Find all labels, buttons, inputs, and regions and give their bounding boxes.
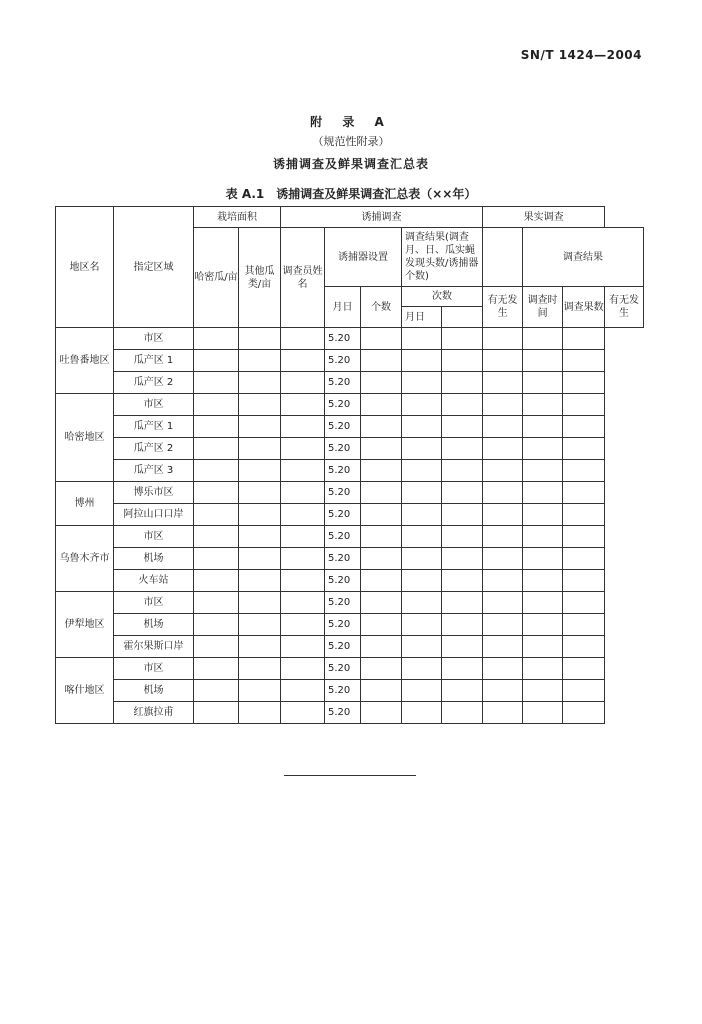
header-occurred: 有无发生	[483, 287, 523, 328]
empty-cell	[442, 636, 483, 658]
table-row	[56, 658, 644, 680]
empty-cell	[563, 680, 605, 702]
empty-cell	[563, 438, 605, 460]
empty-cell	[483, 372, 523, 394]
empty-cell	[361, 614, 402, 636]
empty-cell	[194, 680, 239, 702]
empty-cell	[281, 548, 325, 570]
empty-cell	[442, 504, 483, 526]
empty-cell	[361, 460, 402, 482]
empty-cell	[563, 614, 605, 636]
empty-cell	[402, 372, 442, 394]
header-fruit-count: 调查果数	[563, 287, 605, 328]
header-month-day-sub: 月日	[402, 307, 442, 328]
empty-cell	[402, 460, 442, 482]
zone-cell: 瓜产区 1	[114, 350, 194, 372]
empty-cell	[563, 504, 605, 526]
empty-cell	[402, 570, 442, 592]
empty-cell	[483, 438, 523, 460]
empty-cell	[442, 680, 483, 702]
empty-cell	[402, 592, 442, 614]
zone-cell: 博乐市区	[114, 482, 194, 504]
table-body	[56, 207, 644, 724]
empty-cell	[361, 438, 402, 460]
empty-cell	[402, 350, 442, 372]
empty-cell	[361, 372, 402, 394]
header-hami: 哈密瓜/亩	[194, 228, 239, 328]
empty-cell	[563, 548, 605, 570]
header-trap-setup: 诱捕器设置	[325, 228, 402, 287]
empty-cell	[361, 416, 402, 438]
empty-cell	[361, 636, 402, 658]
empty-cell	[194, 504, 239, 526]
empty-cell	[281, 702, 325, 724]
header-zone: 指定区域	[114, 207, 194, 328]
header-times-blank	[442, 307, 483, 328]
empty-cell	[194, 702, 239, 724]
empty-cell	[239, 328, 281, 350]
empty-cell	[563, 460, 605, 482]
header-count: 个数	[361, 287, 402, 328]
header-other: 其他瓜类/亩	[239, 228, 281, 328]
empty-cell	[281, 526, 325, 548]
table-row	[56, 438, 644, 460]
empty-cell	[523, 548, 563, 570]
empty-cell	[281, 570, 325, 592]
empty-cell	[442, 548, 483, 570]
empty-cell	[483, 350, 523, 372]
date-cell: 5.20	[325, 328, 361, 350]
empty-cell	[523, 372, 563, 394]
empty-cell	[563, 372, 605, 394]
region-cell: 博州	[56, 482, 114, 526]
date-cell: 5.20	[325, 636, 361, 658]
empty-cell	[194, 548, 239, 570]
empty-cell	[194, 636, 239, 658]
appendix-title: 附 录 A	[310, 115, 392, 129]
empty-cell	[563, 570, 605, 592]
table-row	[56, 372, 644, 394]
empty-cell	[239, 548, 281, 570]
empty-cell	[442, 592, 483, 614]
zone-cell: 市区	[114, 394, 194, 416]
header-trap-result: 调查结果(调查月、日、瓜实蝇发现头数/诱捕器个数)	[402, 228, 483, 287]
table-row	[56, 504, 644, 526]
date-cell: 5.20	[325, 350, 361, 372]
standard-number: SN/T 1424—2004	[520, 48, 642, 62]
appendix-heading: 诱捕调查及鲜果调查汇总表	[272, 157, 429, 171]
appendix-subtitle: （规范性附录）	[312, 135, 390, 148]
empty-cell	[563, 592, 605, 614]
header-row-1	[56, 207, 644, 228]
empty-cell	[442, 372, 483, 394]
empty-cell	[281, 438, 325, 460]
empty-cell	[361, 658, 402, 680]
date-cell: 5.20	[325, 592, 361, 614]
empty-cell	[483, 702, 523, 724]
empty-cell	[402, 680, 442, 702]
empty-cell	[194, 372, 239, 394]
empty-cell	[194, 328, 239, 350]
empty-cell	[281, 636, 325, 658]
zone-cell: 火车站	[114, 570, 194, 592]
empty-cell	[361, 394, 402, 416]
table-row	[56, 614, 644, 636]
empty-cell	[281, 350, 325, 372]
empty-cell	[194, 350, 239, 372]
empty-cell	[239, 416, 281, 438]
empty-cell	[523, 614, 563, 636]
empty-cell	[563, 636, 605, 658]
empty-cell	[483, 636, 523, 658]
end-rule	[284, 775, 416, 776]
table-row	[56, 636, 644, 658]
date-cell: 5.20	[325, 614, 361, 636]
empty-cell	[563, 526, 605, 548]
empty-cell	[563, 482, 605, 504]
empty-cell	[239, 526, 281, 548]
empty-cell	[442, 328, 483, 350]
empty-cell	[281, 614, 325, 636]
summary-table	[55, 206, 644, 724]
empty-cell	[442, 658, 483, 680]
empty-cell	[402, 438, 442, 460]
date-cell: 5.20	[325, 548, 361, 570]
zone-cell: 机场	[114, 614, 194, 636]
table-row	[56, 482, 644, 504]
date-cell: 5.20	[325, 416, 361, 438]
empty-cell	[442, 482, 483, 504]
empty-cell	[361, 702, 402, 724]
empty-cell	[483, 416, 523, 438]
empty-cell	[361, 570, 402, 592]
empty-cell	[442, 460, 483, 482]
zone-cell: 市区	[114, 526, 194, 548]
empty-cell	[239, 460, 281, 482]
region-cell: 哈密地区	[56, 394, 114, 482]
empty-cell	[194, 526, 239, 548]
empty-cell	[402, 416, 442, 438]
empty-cell	[239, 350, 281, 372]
empty-cell	[194, 460, 239, 482]
table-row	[56, 680, 644, 702]
table-row	[56, 394, 644, 416]
date-cell: 5.20	[325, 526, 361, 548]
empty-cell	[239, 482, 281, 504]
header-fruit-result: 调查结果	[523, 228, 644, 287]
zone-cell: 瓜产区 2	[114, 438, 194, 460]
empty-cell	[281, 460, 325, 482]
empty-cell	[523, 482, 563, 504]
empty-cell	[483, 394, 523, 416]
empty-cell	[239, 614, 281, 636]
empty-cell	[523, 526, 563, 548]
empty-cell	[402, 394, 442, 416]
region-cell: 乌鲁木齐市	[56, 526, 114, 592]
empty-cell	[281, 394, 325, 416]
empty-cell	[281, 592, 325, 614]
empty-cell	[281, 482, 325, 504]
zone-cell: 市区	[114, 328, 194, 350]
empty-cell	[281, 372, 325, 394]
empty-cell	[239, 658, 281, 680]
zone-cell: 机场	[114, 548, 194, 570]
date-cell: 5.20	[325, 394, 361, 416]
empty-cell	[523, 438, 563, 460]
empty-cell	[523, 592, 563, 614]
empty-cell	[402, 548, 442, 570]
empty-cell	[523, 658, 563, 680]
empty-cell	[402, 658, 442, 680]
empty-cell	[194, 658, 239, 680]
empty-cell	[442, 614, 483, 636]
empty-cell	[523, 702, 563, 724]
empty-cell	[563, 328, 605, 350]
empty-cell	[523, 636, 563, 658]
zone-cell: 瓜产区 3	[114, 460, 194, 482]
empty-cell	[361, 504, 402, 526]
zone-cell: 机场	[114, 680, 194, 702]
date-cell: 5.20	[325, 680, 361, 702]
zone-cell: 瓜产区 1	[114, 416, 194, 438]
empty-cell	[523, 416, 563, 438]
empty-cell	[239, 394, 281, 416]
empty-cell	[361, 350, 402, 372]
empty-cell	[483, 658, 523, 680]
empty-cell	[563, 658, 605, 680]
table-row	[56, 592, 644, 614]
empty-cell	[563, 394, 605, 416]
empty-cell	[483, 614, 523, 636]
empty-cell	[194, 570, 239, 592]
empty-cell	[442, 416, 483, 438]
empty-cell	[442, 350, 483, 372]
region-cell: 喀什地区	[56, 658, 114, 724]
date-cell: 5.20	[325, 460, 361, 482]
empty-cell	[442, 526, 483, 548]
empty-cell	[523, 328, 563, 350]
header-investigator: 调查员姓名	[281, 228, 325, 328]
empty-cell	[239, 570, 281, 592]
table-row	[56, 526, 644, 548]
empty-cell	[523, 570, 563, 592]
header-area: 栽培面积	[194, 207, 281, 228]
empty-cell	[442, 570, 483, 592]
zone-cell: 霍尔果斯口岸	[114, 636, 194, 658]
table-row	[56, 416, 644, 438]
empty-cell	[361, 328, 402, 350]
empty-cell	[483, 680, 523, 702]
empty-cell	[483, 592, 523, 614]
empty-cell	[194, 482, 239, 504]
table-row	[56, 702, 644, 724]
empty-cell	[281, 504, 325, 526]
empty-cell	[523, 680, 563, 702]
zone-cell: 红旗拉甫	[114, 702, 194, 724]
empty-cell	[483, 526, 523, 548]
header-survey-time: 调查时间	[523, 287, 563, 328]
header-times: 次数	[402, 287, 483, 307]
empty-cell	[523, 350, 563, 372]
empty-cell	[442, 438, 483, 460]
region-cell: 伊犁地区	[56, 592, 114, 658]
empty-cell	[523, 394, 563, 416]
empty-cell	[239, 372, 281, 394]
date-cell: 5.20	[325, 658, 361, 680]
empty-cell	[563, 416, 605, 438]
empty-cell	[483, 328, 523, 350]
date-cell: 5.20	[325, 504, 361, 526]
empty-cell	[563, 350, 605, 372]
empty-cell	[281, 416, 325, 438]
table-row	[56, 570, 644, 592]
zone-cell: 阿拉山口口岸	[114, 504, 194, 526]
empty-cell	[402, 702, 442, 724]
empty-cell	[194, 592, 239, 614]
empty-cell	[194, 438, 239, 460]
empty-cell	[361, 548, 402, 570]
header-fruit-occurred: 有无发生	[605, 287, 644, 328]
empty-cell	[442, 702, 483, 724]
date-cell: 5.20	[325, 482, 361, 504]
date-cell: 5.20	[325, 702, 361, 724]
zone-cell: 瓜产区 2	[114, 372, 194, 394]
table-row	[56, 460, 644, 482]
empty-cell	[281, 328, 325, 350]
empty-cell	[523, 460, 563, 482]
empty-cell	[239, 636, 281, 658]
empty-cell	[483, 504, 523, 526]
empty-cell	[361, 680, 402, 702]
empty-cell	[402, 328, 442, 350]
zone-cell: 市区	[114, 658, 194, 680]
empty-cell	[361, 482, 402, 504]
empty-cell	[483, 548, 523, 570]
header-fruit-survey: 果实调查	[483, 207, 605, 228]
table-row	[56, 548, 644, 570]
empty-cell	[194, 614, 239, 636]
empty-cell	[483, 570, 523, 592]
date-cell: 5.20	[325, 570, 361, 592]
empty-cell	[239, 504, 281, 526]
empty-cell	[281, 658, 325, 680]
empty-cell	[402, 482, 442, 504]
date-cell: 5.20	[325, 438, 361, 460]
empty-cell	[402, 526, 442, 548]
empty-cell	[194, 394, 239, 416]
empty-cell	[239, 702, 281, 724]
empty-cell	[563, 702, 605, 724]
region-cell: 吐鲁番地区	[56, 328, 114, 394]
zone-cell: 市区	[114, 592, 194, 614]
empty-cell	[402, 504, 442, 526]
date-cell: 5.20	[325, 372, 361, 394]
empty-cell	[442, 394, 483, 416]
empty-cell	[239, 592, 281, 614]
empty-cell	[402, 614, 442, 636]
table-row	[56, 328, 644, 350]
empty-cell	[361, 526, 402, 548]
table-caption: 表 A.1 诱捕调查及鲜果调查汇总表（××年）	[225, 187, 477, 201]
empty-cell	[402, 636, 442, 658]
empty-cell	[239, 438, 281, 460]
table-row	[56, 350, 644, 372]
empty-cell	[281, 680, 325, 702]
header-trap-survey: 诱捕调查	[281, 207, 483, 228]
header-month-day: 月日	[325, 287, 361, 328]
header-blank	[483, 228, 523, 287]
empty-cell	[194, 416, 239, 438]
empty-cell	[483, 482, 523, 504]
empty-cell	[523, 504, 563, 526]
empty-cell	[361, 592, 402, 614]
empty-cell	[483, 460, 523, 482]
empty-cell	[239, 680, 281, 702]
header-region: 地区名	[56, 207, 114, 328]
